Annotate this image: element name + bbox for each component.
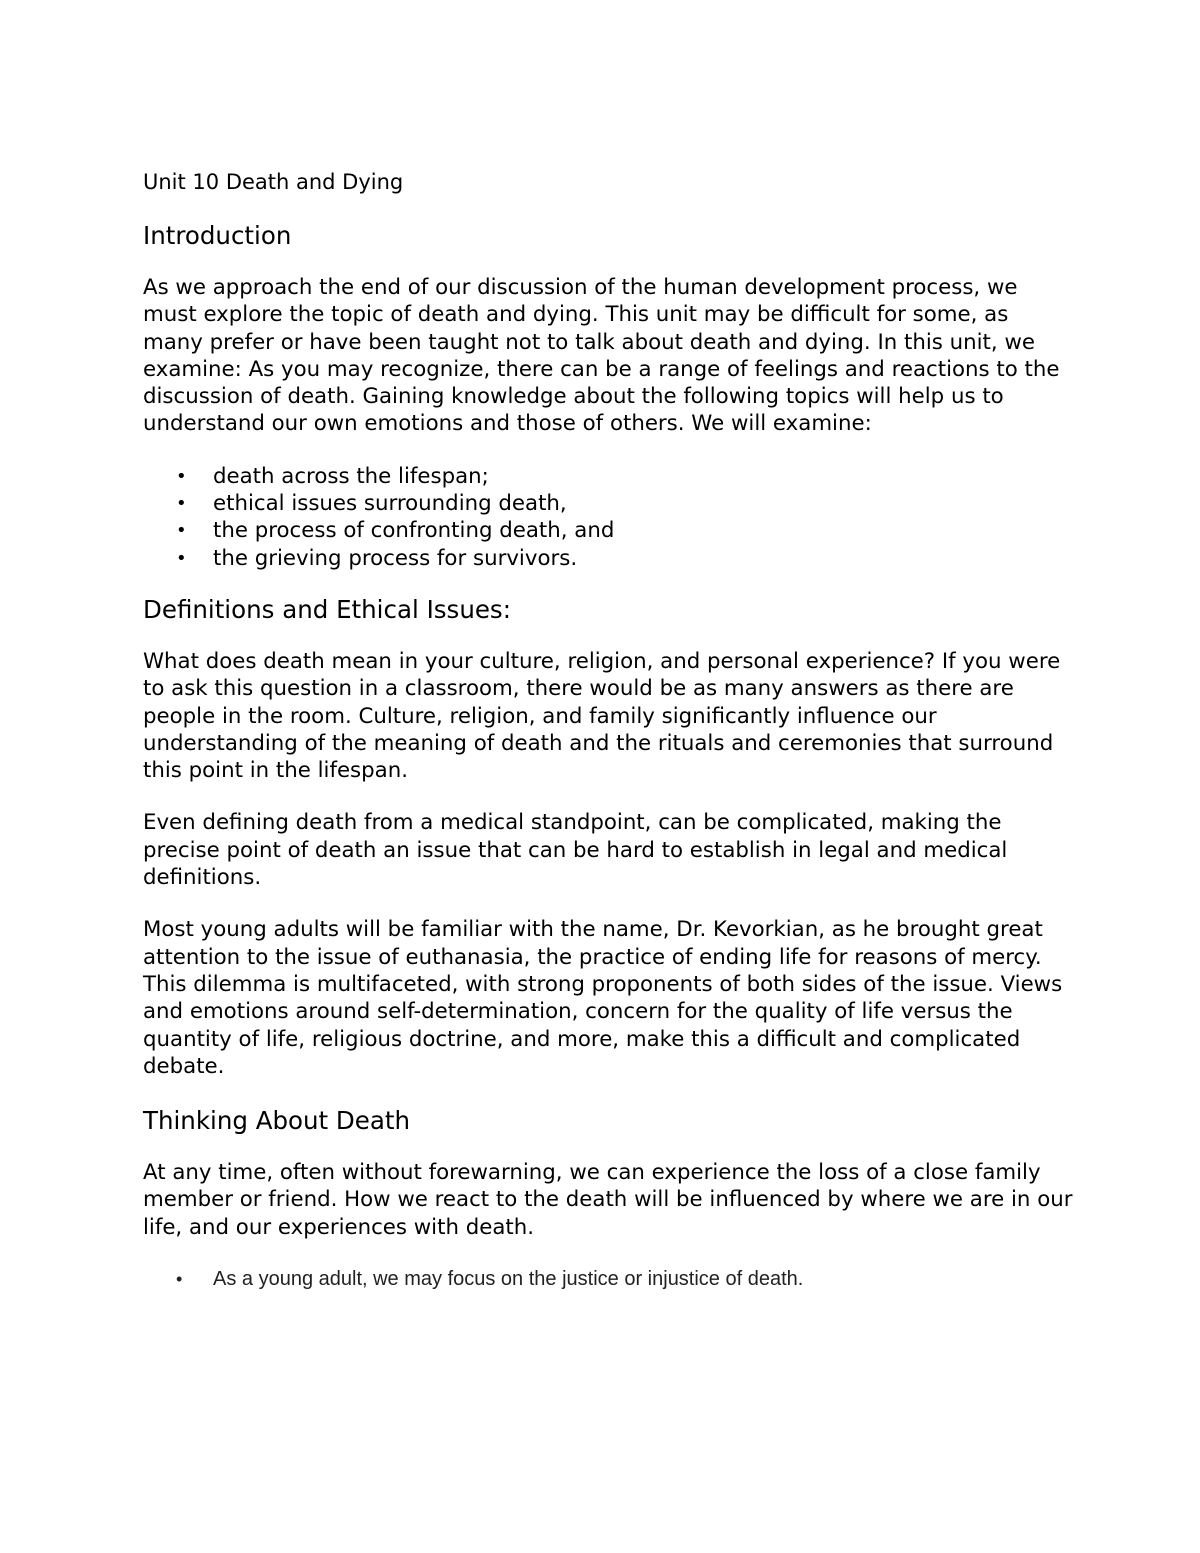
list-item-text: death across the lifespan; xyxy=(213,463,489,489)
list-item xyxy=(143,1266,1073,1293)
list-item-text: the process of confronting death, and xyxy=(213,518,615,544)
heading-thinking-about-death: Thinking About Death xyxy=(143,1106,410,1136)
thinking-list xyxy=(143,1266,1073,1293)
intro-paragraph: As we approach the end of our discussion of the human development process, we must explore the topic of death and dying. This unit may be difficult for some, as many prefer or have been taught not to talk about death and dying. In this unit, we examine: As you may recognize, there can be a range of feelings and reactions to the discussion of death. Gaining knowledge about the following topics will help us to understand our own emotions and those of others. We will examine: xyxy=(143,275,1060,437)
bullet-icon: • xyxy=(176,493,187,515)
list-item xyxy=(143,545,1073,572)
document-title: Unit 10 Death and Dying xyxy=(143,170,404,194)
intro-topic-list xyxy=(143,463,1073,572)
list-item xyxy=(143,490,1073,517)
list-item-text: ethical issues surrounding death, xyxy=(213,491,567,517)
bullet-icon: • xyxy=(176,520,187,542)
list-item xyxy=(143,463,1073,490)
document-page xyxy=(143,166,1073,1315)
definitions-paragraph-2: Even defining death from a medical standpoint, can be complicated, making the precise point of death an issue that can be hard to establish in legal and medical definitions. xyxy=(143,810,1008,891)
thinking-paragraph: At any time, often without forewarning, we can experience the loss of a close family member or friend. How we react to the death will be influenced by where we are in our life, and our experiences with death. xyxy=(143,1160,1073,1240)
bullet-icon: • xyxy=(176,465,187,487)
bullet-icon: • xyxy=(176,1269,183,1290)
list-item-text: As a young adult, we may focus on the justice or injustice of death. xyxy=(213,1268,804,1291)
definitions-paragraph-3: Most young adults will be familiar with the name, Dr. Kevorkian, as he brought great attention to the issue of euthanasia, the practice of ending life for reasons of mercy. This dilemma is multifaceted, with strong proponents of both sides of the issue. Views and emotions around self-determination, concern for the quality of life versus the quantity of life, religious doctrine, and more, make this a difficult and complicated debate. xyxy=(143,917,1063,1079)
list-item xyxy=(143,517,1073,544)
definitions-paragraph-1: What does death mean in your culture, religion, and personal experience? If you were to ask this question in a classroom, there would be as many answers as there are people in the room. Culture, religion, and family significantly influence our understanding of the meaning of death and the rituals and ceremonies that surround this point in the lifespan. xyxy=(143,648,1061,784)
bullet-icon: • xyxy=(176,547,187,569)
heading-introduction: Introduction xyxy=(143,221,292,250)
heading-definitions: Definitions and Ethical Issues: xyxy=(143,594,511,624)
list-item-text: the grieving process for survivors. xyxy=(213,545,578,571)
